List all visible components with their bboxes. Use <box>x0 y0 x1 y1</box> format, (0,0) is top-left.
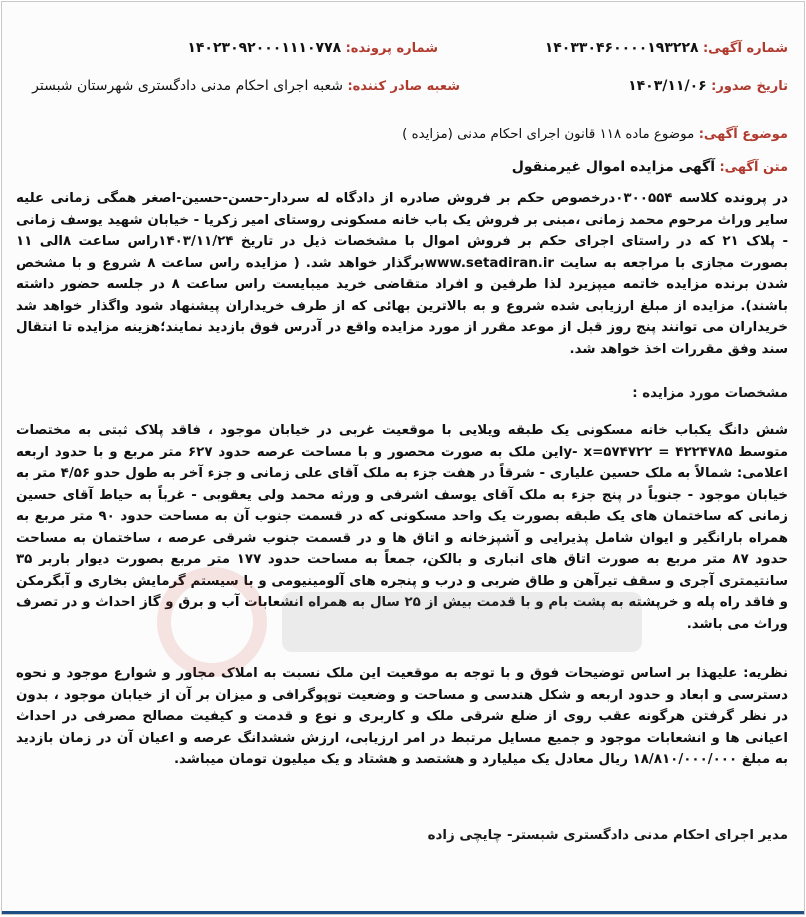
notice-number: ۱۴۰۳۳۰۴۶۰۰۰۰۱۹۳۲۲۸ <box>544 40 699 56</box>
auction-paragraph: در پرونده کلاسه ۰۳۰۰۵۵۴درخصوص حکم بر فروش صادره از دادگاه له سردار-حسن-حسین-اصغر همگی زمانی علیه سایر وراث مرحوم محمد زمانی ،مبنی بر فروش یک باب خانه مسکونی روستای امیر زکریا - خیابان شهید یوسف زمانی - پلاک ۲۱ که در راستای اجرای حکم بر فروش اموال با مشخصات ذیل در تاریخ ۱۴۰۳/۱۱/۲۴راس ساعت ۸الی ۱۱ بصورت مجازی با مراجعه به سایت www.setadiran.irبرگذار خواهد شد. ( مزایده راس ساعت ۸ شروع و با مشخص شدن برنده مزایده خاتمه میپزیرد لذا طرفین و افراد متقاضی خرید میبایست راس ساعت ۸ در جلسه حضور داشته باشند). مزایده از مبلغ ارزیابی شده شروع و به بالاترین بهائی که از طرف خریداران پیشنهاد شود واگذار خواهد شد خریداران می توانند پنج روز قبل از موعد مقرر از مورد مزایده واقع در آدرس فوق بازدید نمایند؛هزینه مزایده تا انتقال سند وفق مقررات اخذ خواهد شد. <box>16 191 789 357</box>
text-heading-row <box>512 159 788 175</box>
specs-heading: مشخصات مورد مزایده : <box>632 386 788 401</box>
case-number: ۱۴۰۲۳۰۹۲۰۰۰۱۱۱۰۷۷۸ <box>187 40 342 56</box>
signature-line: مدیر اجرای احکام مدنی دادگستری شبستر- چایچی زاده <box>427 828 788 843</box>
text-heading-label: متن آگهی: <box>719 160 788 175</box>
issuer-label: شعبه صادر کننده: <box>347 79 460 94</box>
property-specs-paragraph: شش دانگ یکباب خانه مسکونی یک طبقه ویلایی با موقعیت غربی در خیابان موجود ، فاقد پلاک ثبتی به مختصات متوسط ۴۲۲۴۷۸۵ = y- x=۵۷۴۷۲۲این ملک به صورت محصور و با مساحت عرصه حدود ۶۲۷ متر مربع و با حدود اربعه اعلامی: شمالاً به ملک حسین علیاری - شرقاً در هفت جزء به ملک آقای علی زمانی و جزء آخر به طول حدو ۴/۵۶ متر به خیابان موجود - جنوباً در پنج جزء به ملک آقای یوسف اشرفی و ورثه محمد ولی یعقوبی - غرباً به حیاط آقای حسین زمانی که ساختمان های یک طبقه بصورت یک واحد مسکونی که در قسمت جنوب آن به مساحت حدود ۹۰ متر مربع به همراه بارانگیر و ایوان شامل پذیرایی و آشپزخانه و اتاق ها و در قسمت جنوب شرقی عرصه ، ساختمان به مساحت حدود ۸۷ متر مربع به صورت اتاق های انباری و بالکن، جمعاً به مساحت حدود ۱۷۷ متر مربع بصورت دیوار باربر ۳۵ سانتیمتری آجری و سقف تیرآهن و طاق ضربی و درب و پنجره های آلومینیومی و با سیستم گرمایش بخاری و آبگرمکن و فاقد راه پله و خرپشته به پشت بام و با قدمت بیش از ۲۵ سال به همراه انشعابات آب و برق و گاز احداث و در تصرف وراث می باشد. <box>16 423 789 632</box>
case-number-label: شماره پرونده: <box>345 41 438 56</box>
issue-date: ۱۴۰۳/۱۱/۰۶ <box>628 78 707 94</box>
notice-number-field <box>545 40 788 56</box>
subject-value: موضوع ماده ۱۱۸ قانون اجرای احکام مدنی (مزایده ) <box>402 127 695 142</box>
issuer-field <box>32 78 460 94</box>
valuation-paragraph: نظریه: علیهذا بر اساس توضیحات فوق و با توجه به موقعیت این ملک نسبت به املاک مجاور و شوارع موجود و نحوه دسترسی و ابعاد و حدود اربعه و شکل هندسی و مساحت و وضعیت توپوگرافی و میزان بر آن از خیابان موجود ، بدون در نظر گرفتن هرگونه عقب روی از ضلع شرقی ملک و کاربری و نوع و قدمت و کیفیت مصالح مصرفی در احداث اعیانی ها و انشعابات موجود و جمیع مسایل مرتبط در امر ارزیابی، ارزش ششدانگ عرصه و اعیان آن در زمان بازدید به مبلغ ۱۸/۸۱۰/۰۰۰/۰۰۰ ریال معادل یک میلیارد و هشتصد و هشتاد و یک میلیون تومان میباشد. <box>16 666 788 767</box>
issuer: شعبه اجرای احکام مدنی دادگستری شهرستان شبستر <box>32 78 344 94</box>
case-number-field <box>187 40 438 56</box>
text-heading-value: آگهی مزایده اموال غیرمنقول <box>511 159 716 175</box>
subject-row <box>402 126 788 142</box>
bottom-accent-bar <box>2 911 804 914</box>
subject-label: موضوع آگهی: <box>698 127 788 142</box>
notice-document <box>1 1 805 915</box>
notice-number-label: شماره آگهی: <box>702 41 788 56</box>
issue-date-field <box>628 78 788 94</box>
issue-date-label: تاریخ صدور: <box>711 79 788 94</box>
